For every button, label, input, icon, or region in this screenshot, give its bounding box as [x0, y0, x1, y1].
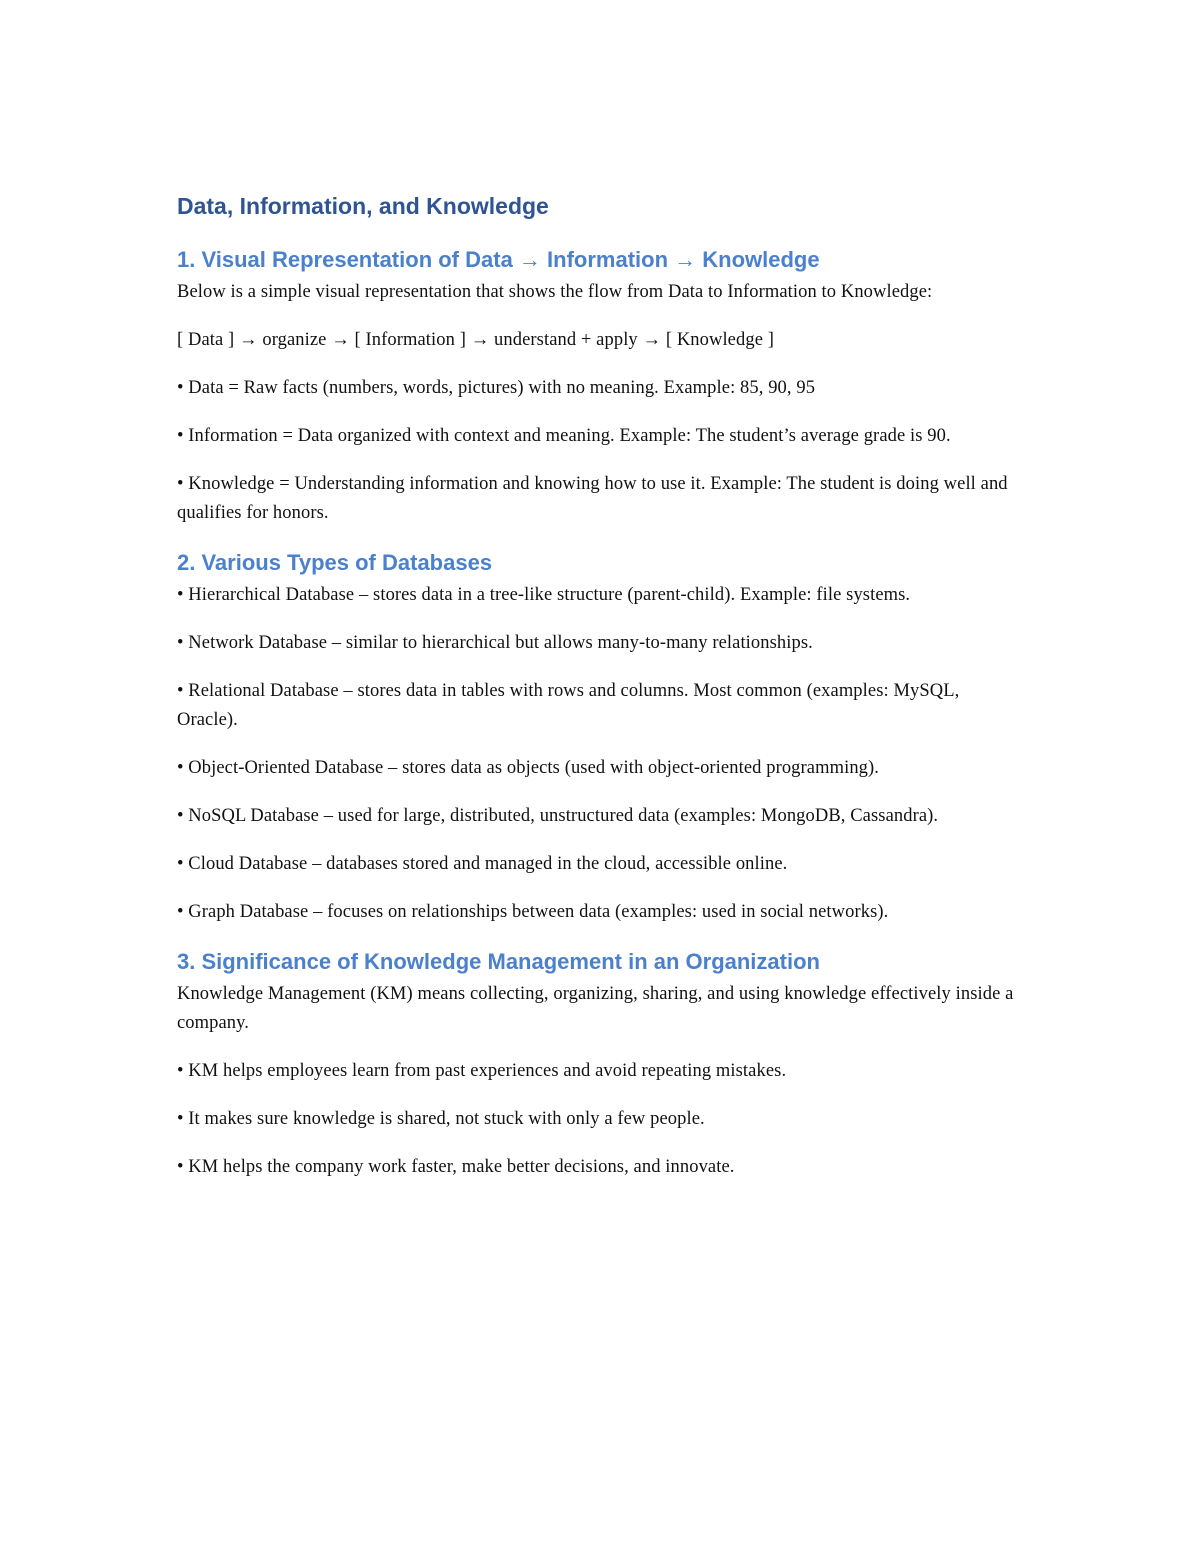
bullet-item: • KM helps employees learn from past experiences and avoid repeating mistakes. — [177, 1061, 787, 1081]
section-visual-representation — [177, 244, 1017, 528]
document-title: Data, Information, and Knowledge — [177, 193, 549, 219]
document-page — [177, 190, 1017, 1201]
bullet-item: • Object-Oriented Database – stores data as objects (used with object-oriented programming). — [177, 758, 880, 778]
flow-diagram-text: [ Data ] → organize → [ Information ] → understand + apply → [ Knowledge ] — [177, 330, 774, 350]
bullet-item: • Hierarchical Database – stores data in a tree-like structure (parent-child). Example: file systems. — [177, 585, 911, 605]
paragraph: Below is a simple visual representation that shows the flow from Data to Information to Knowledge: — [177, 282, 933, 302]
bullet-item: • KM helps the company work faster, make better decisions, and innovate. — [177, 1157, 735, 1177]
section-knowledge-management — [177, 946, 1017, 1182]
bullet-item: • NoSQL Database – used for large, distributed, unstructured data (examples: MongoDB, Cassandra). — [177, 806, 939, 826]
section-heading: 1. Visual Representation of Data → Information → Knowledge — [177, 247, 820, 272]
bullet-item: • Cloud Database – databases stored and managed in the cloud, accessible online. — [177, 854, 788, 874]
bullet-item: • Graph Database – focuses on relationships between data (examples: used in social networks). — [177, 902, 889, 922]
section-heading: 3. Significance of Knowledge Management in an Organization — [177, 949, 820, 974]
bullet-item: • It makes sure knowledge is shared, not stuck with only a few people. — [177, 1109, 705, 1129]
bullet-item: • Relational Database – stores data in tables with rows and columns. Most common (examples: MySQL, Oracle). — [177, 681, 960, 730]
section-database-types — [177, 547, 1017, 927]
bullet-item: • Information = Data organized with context and meaning. Example: The student’s average grade is 90. — [177, 426, 951, 446]
paragraph: Knowledge Management (KM) means collecting, organizing, sharing, and using knowledge effectively inside a company. — [177, 984, 1014, 1033]
bullet-item: • Knowledge = Understanding information and knowing how to use it. Example: The student is doing well and qualifies for honors. — [177, 474, 1008, 523]
bullet-item: • Data = Raw facts (numbers, words, pictures) with no meaning. Example: 85, 90, 95 — [177, 378, 816, 398]
bullet-item: • Network Database – similar to hierarchical but allows many-to-many relationships. — [177, 633, 813, 653]
section-heading: 2. Various Types of Databases — [177, 550, 493, 575]
